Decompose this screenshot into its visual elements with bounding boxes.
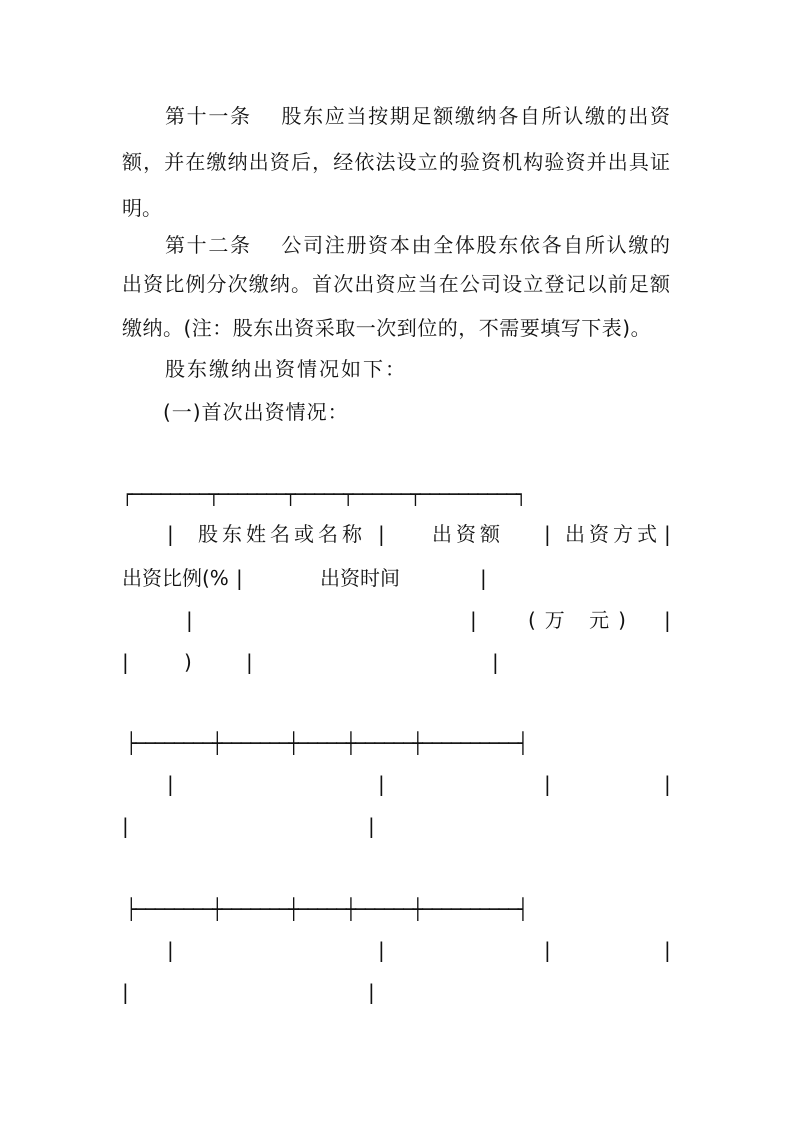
header-shareholder-name: 股东姓名或名称	[198, 522, 366, 546]
table-pipe: |	[544, 938, 551, 962]
header-ratio: 出资比例(%	[122, 566, 229, 590]
header-method: 出资方式	[565, 522, 661, 546]
article-11-line-1: 第十一条 股东应当按期足额缴纳各自所认缴的出资	[165, 104, 670, 128]
table-pipe: |	[368, 814, 375, 838]
table-row-separator: ├────────┼───────┼─────┼──────┼──────────┤	[126, 897, 528, 921]
table-pipe: |	[167, 772, 174, 796]
header-time: 出资时间	[320, 566, 400, 590]
table-pipe: |	[664, 772, 671, 796]
table-pipe: |	[480, 566, 487, 590]
table-pipe: |	[470, 608, 477, 632]
table-pipe: |	[122, 814, 129, 838]
article-11-line-3: 明。	[122, 196, 162, 220]
table-pipe: |	[186, 608, 193, 632]
article-12-line-3: 缴纳。(注：股东出资采取一次到位的，不需要填写下表)。	[122, 316, 652, 340]
table-pipe: |	[492, 650, 499, 674]
table-pipe: |	[664, 938, 671, 962]
article-12-line-2: 出资比例分次缴纳。首次出资应当在公司设立登记以前足额	[122, 272, 670, 296]
article-12-line-1: 第十二条 公司注册资本由全体股东依各自所认缴的	[165, 233, 670, 257]
table-top-border: ┌────────┬───────┬─────┬──────┬──────────┐	[122, 482, 526, 506]
table-pipe: |	[664, 522, 671, 546]
subsection-title: (一)首次出资情况：	[163, 400, 349, 424]
table-pipe: |	[368, 980, 375, 1004]
table-row-separator: ├────────┼───────┼─────┼──────┼──────────┤	[126, 731, 528, 755]
table-pipe: |	[236, 566, 243, 590]
table-pipe: |	[378, 522, 385, 546]
table-pipe: |	[122, 980, 129, 1004]
header-ratio-tail: )	[184, 650, 192, 674]
header-amount: 出资额	[432, 522, 504, 546]
table-pipe: |	[664, 608, 671, 632]
table-pipe: |	[167, 938, 174, 962]
article-11-line-2: 额，并在缴纳出资后，经依法设立的验资机构验资并出具证	[122, 150, 670, 174]
table-pipe: |	[246, 650, 253, 674]
table-pipe: |	[167, 522, 174, 546]
table-pipe: |	[378, 772, 385, 796]
header-amount-unit: (万 元)	[528, 608, 635, 632]
section-intro: 股东缴纳出资情况如下：	[165, 357, 407, 381]
table-pipe: |	[544, 522, 551, 546]
table-pipe: |	[122, 650, 129, 674]
table-pipe: |	[544, 772, 551, 796]
table-pipe: |	[378, 938, 385, 962]
